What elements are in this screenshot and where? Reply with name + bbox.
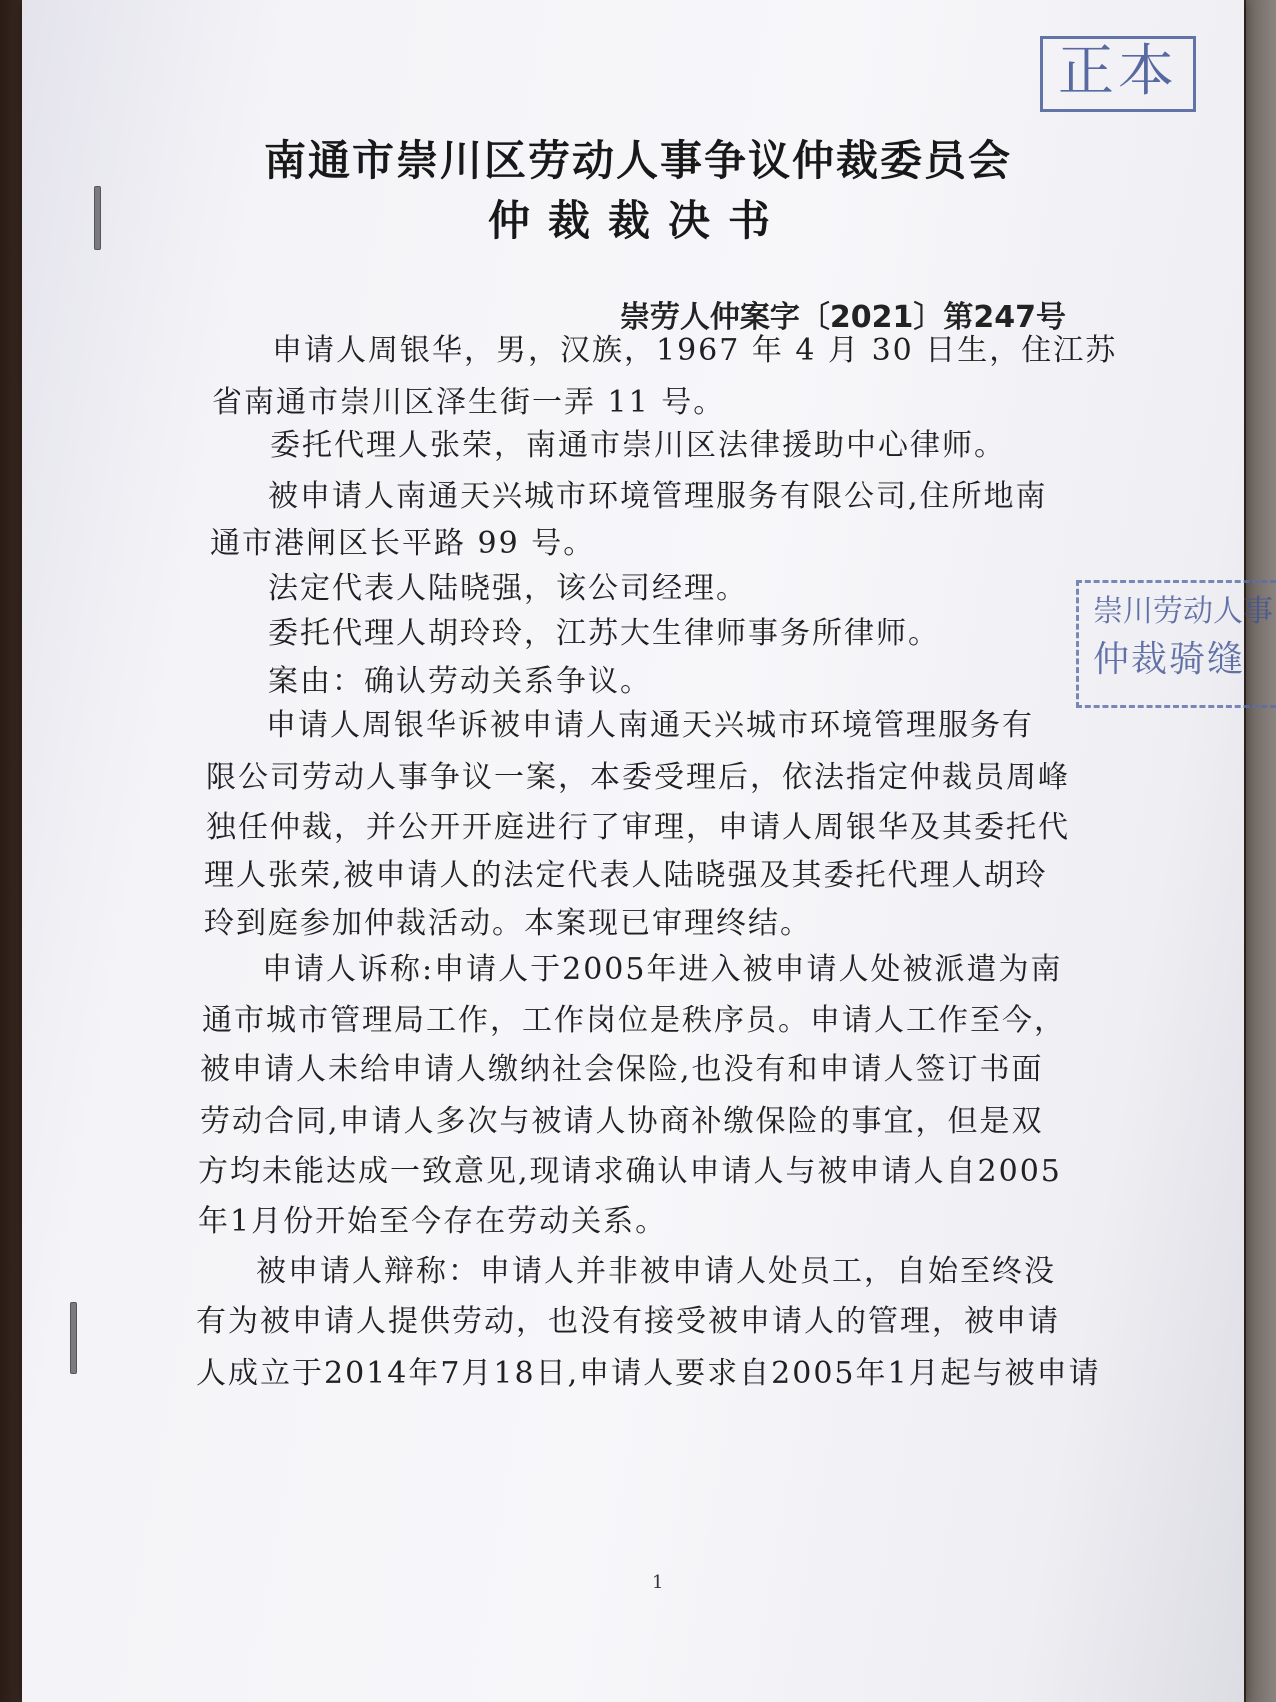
body-line: 法定代表人陆晓强，该公司经理。 bbox=[268, 571, 748, 606]
body-line: 有为被申请人提供劳动，也没有接受被申请人的管理，被申请 bbox=[196, 1304, 1060, 1339]
body-line: 独任仲裁，并公开开庭进行了审理，申请人周银华及其委托代 bbox=[206, 810, 1070, 845]
body-line: 理人张荣,被申请人的法定代表人陆晓强及其委托代理人胡玲 bbox=[204, 858, 1048, 893]
body-line: 省南通市崇川区泽生街一弄 11 号。 bbox=[212, 385, 726, 420]
background-right bbox=[1246, 0, 1276, 1702]
seam-stamp bbox=[1076, 580, 1276, 708]
document-title: 南通市崇川区劳动人事争议仲裁委员会 bbox=[263, 136, 1012, 185]
body-line: 案由：确认劳动关系争议。 bbox=[268, 664, 652, 699]
body-line: 委托代理人张荣，南通市崇川区法律援助中心律师。 bbox=[270, 428, 1006, 463]
body-line: 通市城市管理局工作，工作岗位是秩序员。申请人工作至今， bbox=[202, 1003, 1066, 1038]
document-subtitle: 仲裁裁决书 bbox=[487, 196, 788, 245]
body-line: 人成立于2014年7月18日,申请人要求自2005年1月起与被申请 bbox=[196, 1356, 1101, 1391]
body-line: 被申请人辩称：申请人并非被申请人处员工，自始至终没 bbox=[256, 1254, 1056, 1289]
seam-stamp-line2: 仲裁骑缝 bbox=[1093, 639, 1246, 680]
body-line: 玲到庭参加仲裁活动。本案现已审理终结。 bbox=[204, 906, 812, 941]
body-line: 申请人周银华诉被申请人南通天兴城市环境管理服务有 bbox=[266, 708, 1034, 743]
body-line: 申请人诉称:申请人于2005年进入被申请人处被派遣为南 bbox=[262, 952, 1063, 987]
body-line: 限公司劳动人事争议一案，本委受理后，依法指定仲裁员周峰 bbox=[206, 760, 1070, 795]
body-line: 委托代理人胡玲玲，江苏大生律师事务所律师。 bbox=[268, 616, 940, 651]
seam-stamp-line1: 崇川劳动人事 bbox=[1093, 594, 1273, 629]
body-line: 被申请人南通天兴城市环境管理服务有限公司,住所地南 bbox=[268, 479, 1048, 514]
body-line: 年1月份开始至今存在劳动关系。 bbox=[198, 1204, 668, 1239]
body-line: 通市港闸区长平路 99 号。 bbox=[210, 526, 596, 561]
body-line: 劳动合同,申请人多次与被请人协商补缴保险的事宜，但是双 bbox=[200, 1104, 1044, 1139]
staple-bottom-icon bbox=[70, 1302, 77, 1374]
body-line: 方均未能达成一致意见,现请求确认申请人与被申请人自2005 bbox=[198, 1154, 1062, 1189]
page-number: 1 bbox=[652, 1572, 664, 1593]
body-line: 被申请人未给申请人缴纳社会保险,也没有和申请人签订书面 bbox=[200, 1052, 1044, 1087]
original-copy-stamp: 正本 bbox=[1040, 36, 1196, 112]
body-line: 申请人周银华，男，汉族，1967 年 4 月 30 日生，住江苏 bbox=[272, 333, 1118, 368]
case-number: 崇劳人仲案字〔2021〕第247号 bbox=[619, 300, 1066, 335]
